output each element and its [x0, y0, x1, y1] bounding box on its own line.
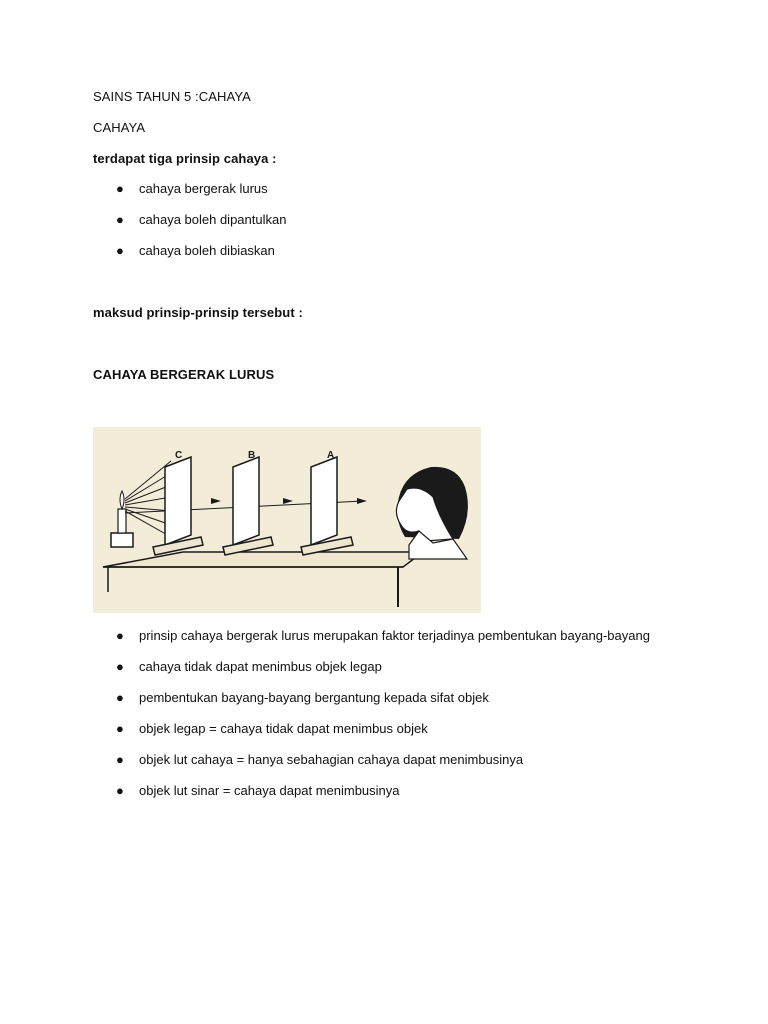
list-item: cahaya bergerak lurus [139, 181, 268, 196]
list-item: objek lut cahaya = hanya sebahagian cahaya dapat menimbusinya [139, 752, 524, 767]
list-item: cahaya boleh dibiaskan [139, 243, 275, 258]
list-item: objek legap = cahaya tidak dapat menimbus objek [139, 721, 428, 736]
card-label-c: C [175, 450, 183, 461]
bullet-icon: ● [116, 212, 124, 227]
bullet-icon: ● [116, 628, 124, 643]
page-title: SAINS TAHUN 5 :CAHAYA [93, 89, 251, 104]
bullet-icon: ● [116, 783, 124, 798]
bullet-icon: ● [116, 690, 124, 705]
intro-heading: terdapat tiga prinsip cahaya : [93, 151, 277, 166]
bullet-icon: ● [116, 721, 124, 736]
bullet-icon: ● [116, 181, 124, 196]
card-label-b: B [248, 450, 256, 461]
light-straight-line-figure [93, 427, 481, 613]
list-item: prinsip cahaya bergerak lurus merupakan faktor terjadinya pembentukan bayang-bayang [139, 628, 650, 643]
list-item: cahaya tidak dapat menimbus objek legap [139, 659, 382, 674]
list-item: cahaya boleh dipantulkan [139, 212, 287, 227]
section-title: CAHAYA BERGERAK LURUS [93, 367, 275, 382]
bullet-icon: ● [116, 659, 124, 674]
section-heading-cahaya: CAHAYA [93, 120, 146, 135]
meaning-heading: maksud prinsip-prinsip tersebut : [93, 305, 303, 320]
card-label-a: A [327, 450, 335, 461]
list-item: objek lut sinar = cahaya dapat menimbusinya [139, 783, 400, 798]
bullet-icon: ● [116, 243, 124, 258]
bullet-icon: ● [116, 752, 124, 767]
list-item: pembentukan bayang-bayang bergantung kepada sifat objek [139, 690, 489, 705]
